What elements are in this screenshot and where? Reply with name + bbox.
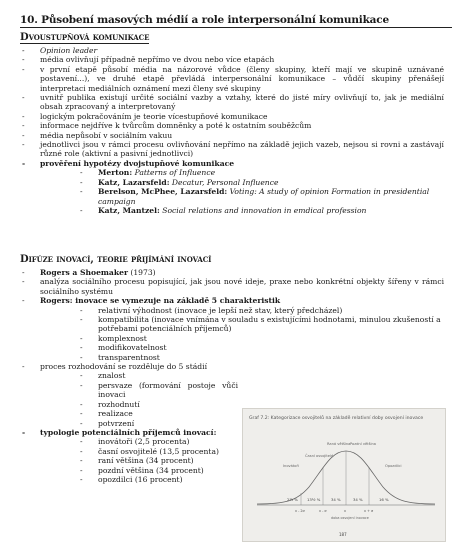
adopter-curve-figure bbox=[242, 408, 446, 542]
reference-work: Decatur, Personal Influence bbox=[171, 177, 279, 187]
category-label: Raná většina bbox=[327, 442, 351, 446]
stage-item: - persvaze (formování postoje vůči inovaci bbox=[76, 381, 238, 400]
axis-label: doba osvojení inovace bbox=[331, 516, 369, 520]
typology-label: typologie potenciálních příjemců inovací: bbox=[40, 427, 217, 437]
rogers-year: (1973) bbox=[130, 268, 156, 277]
percent-label: 34 % bbox=[331, 497, 341, 502]
axis-mark: x - σ bbox=[319, 509, 327, 513]
axis-mark: x - 2σ bbox=[295, 509, 305, 513]
category-label: Opozdilci bbox=[385, 464, 402, 468]
reference-work: Voting: A study of opinion Formation in presidential campaign bbox=[98, 187, 430, 206]
adopter-item: - opozdilci (16 procent) bbox=[76, 475, 247, 484]
reference-authors: Katz, Lazarsfeld: bbox=[98, 177, 170, 187]
list-item-hypothesis bbox=[20, 159, 444, 215]
characteristic-item: - relativní výhodnost (inovace je lepší než stav, který předcházel) bbox=[76, 306, 444, 315]
characteristic-item: - modifikovatelnost bbox=[76, 343, 444, 352]
list-item: - analýza sociálního procesu popisující, jak jsou nové ideje, praxe nebo konkrétní objekty šířeny v rámci sociálního systému bbox=[20, 277, 444, 296]
adopter-curve-svg bbox=[243, 409, 445, 541]
reference-item bbox=[76, 178, 444, 187]
list-item-characteristics bbox=[20, 296, 444, 362]
list-item: - logickým pokračováním je teorie vícestupňové komunikace bbox=[20, 112, 444, 121]
category-label: Inovátoři bbox=[283, 464, 299, 468]
reference-work: Social relations and innovation in emdical profession bbox=[162, 205, 367, 215]
list-item-typology bbox=[20, 428, 247, 484]
percent-label: 34 % bbox=[353, 497, 363, 502]
category-label: Časní osvojitelé bbox=[305, 454, 334, 458]
list-item: - média ovlivňují případně nepřímo ve dvou nebo více etapách bbox=[20, 55, 444, 64]
list-item: - jednotlivci jsou v rámci procesu ovlivňování nepřímo na základě jejich vazeb, nejsou si rovni a zastávají různé role (aktivní a pasivní jednotlivci) bbox=[20, 140, 444, 159]
section-heading-diffusion: Difúze inovací, teorie přijímání inovací bbox=[20, 254, 212, 265]
stages-label: proces rozhodování se rozděluje do 5 stádií bbox=[40, 362, 207, 372]
percent-label: 16 % bbox=[379, 497, 389, 502]
reference-authors: Berelson, McPhee, Lazarsfeld: bbox=[98, 187, 228, 197]
list-item-rogers bbox=[20, 268, 444, 277]
characteristic-item: - komplexnost bbox=[76, 334, 444, 343]
reference-item bbox=[76, 206, 444, 215]
hypothesis-label: prověření hypotézy dvojstupňové komunikace bbox=[40, 158, 235, 168]
rogers-authors: Rogers a Shoemaker bbox=[40, 268, 128, 277]
percent-label: 13½ % bbox=[307, 497, 321, 502]
list-item: - v první etapě působí média na názorové vůdce (členy skupiny, kteří mají ve skupině uznávané postavení...), ve druhé etapě převládá interpersonální komunikace – vůdčí skupiny přenášejí interpretaci mediálních oznámení mezi členy své skupiny bbox=[20, 65, 444, 93]
adopter-item: - inovátoři (2,5 procenta) bbox=[76, 437, 247, 446]
characteristic-item: - kompatibilita (inovace vnímána v souladu s existujícími hodnotami, minulou zkušeností a potřebami potenciálních příjemců) bbox=[76, 315, 444, 334]
percent-label: 2½ % bbox=[287, 497, 298, 502]
axis-mark: x bbox=[344, 509, 347, 513]
characteristic-item: - transparentnost bbox=[76, 353, 444, 362]
reference-authors: Merton: bbox=[98, 168, 133, 178]
axis-mark: x + σ bbox=[364, 509, 374, 513]
adopter-item: - raní většina (34 procent) bbox=[76, 456, 247, 465]
page-title: 10. Působení masových médií a role interpersonální komunikace bbox=[20, 14, 452, 28]
list-item: - Opinion leader bbox=[20, 46, 444, 55]
list-item: - média nepůsobí v sociálním vakuu bbox=[20, 131, 444, 140]
figure-page-number: 187 bbox=[339, 532, 347, 537]
characteristics-label: Rogers: inovace se vymezuje na základě 5 charakteristik bbox=[40, 296, 281, 306]
stage-item: - znalost bbox=[76, 371, 238, 380]
reference-item bbox=[76, 187, 444, 206]
section-heading-two-step: Dvoustupňová komunikace bbox=[20, 32, 150, 43]
stage-item: - realizace bbox=[76, 409, 238, 418]
reference-authors: Katz, Mantzel: bbox=[98, 205, 160, 215]
adopter-item: - pozdní většina (34 procent) bbox=[76, 466, 247, 475]
list-item: - informace nejdříve k tvůrcům domněnky a poté k ostatním souběžcům bbox=[20, 121, 444, 130]
reference-work: Patterns of Influence bbox=[134, 168, 216, 178]
stage-item: - rozhodnutí bbox=[76, 400, 238, 409]
category-label: Pozdní většina bbox=[350, 442, 376, 446]
list-item: - uvnitř publika existují určité sociální vazby a vztahy, které do jisté míry ovlivňují to, jak je mediální obsah zpracovaný a interpretovaný bbox=[20, 93, 444, 112]
adopter-item: - časní osvojitelé (13,5 procenta) bbox=[76, 447, 247, 456]
stage-item: - potvrzení bbox=[76, 419, 238, 428]
reference-item bbox=[76, 168, 444, 177]
section-two-step-list bbox=[20, 46, 444, 215]
figure-caption: Graf 7.2: Kategorizace osvojitelů na základě relativní doby osvojení inovace bbox=[249, 416, 424, 421]
